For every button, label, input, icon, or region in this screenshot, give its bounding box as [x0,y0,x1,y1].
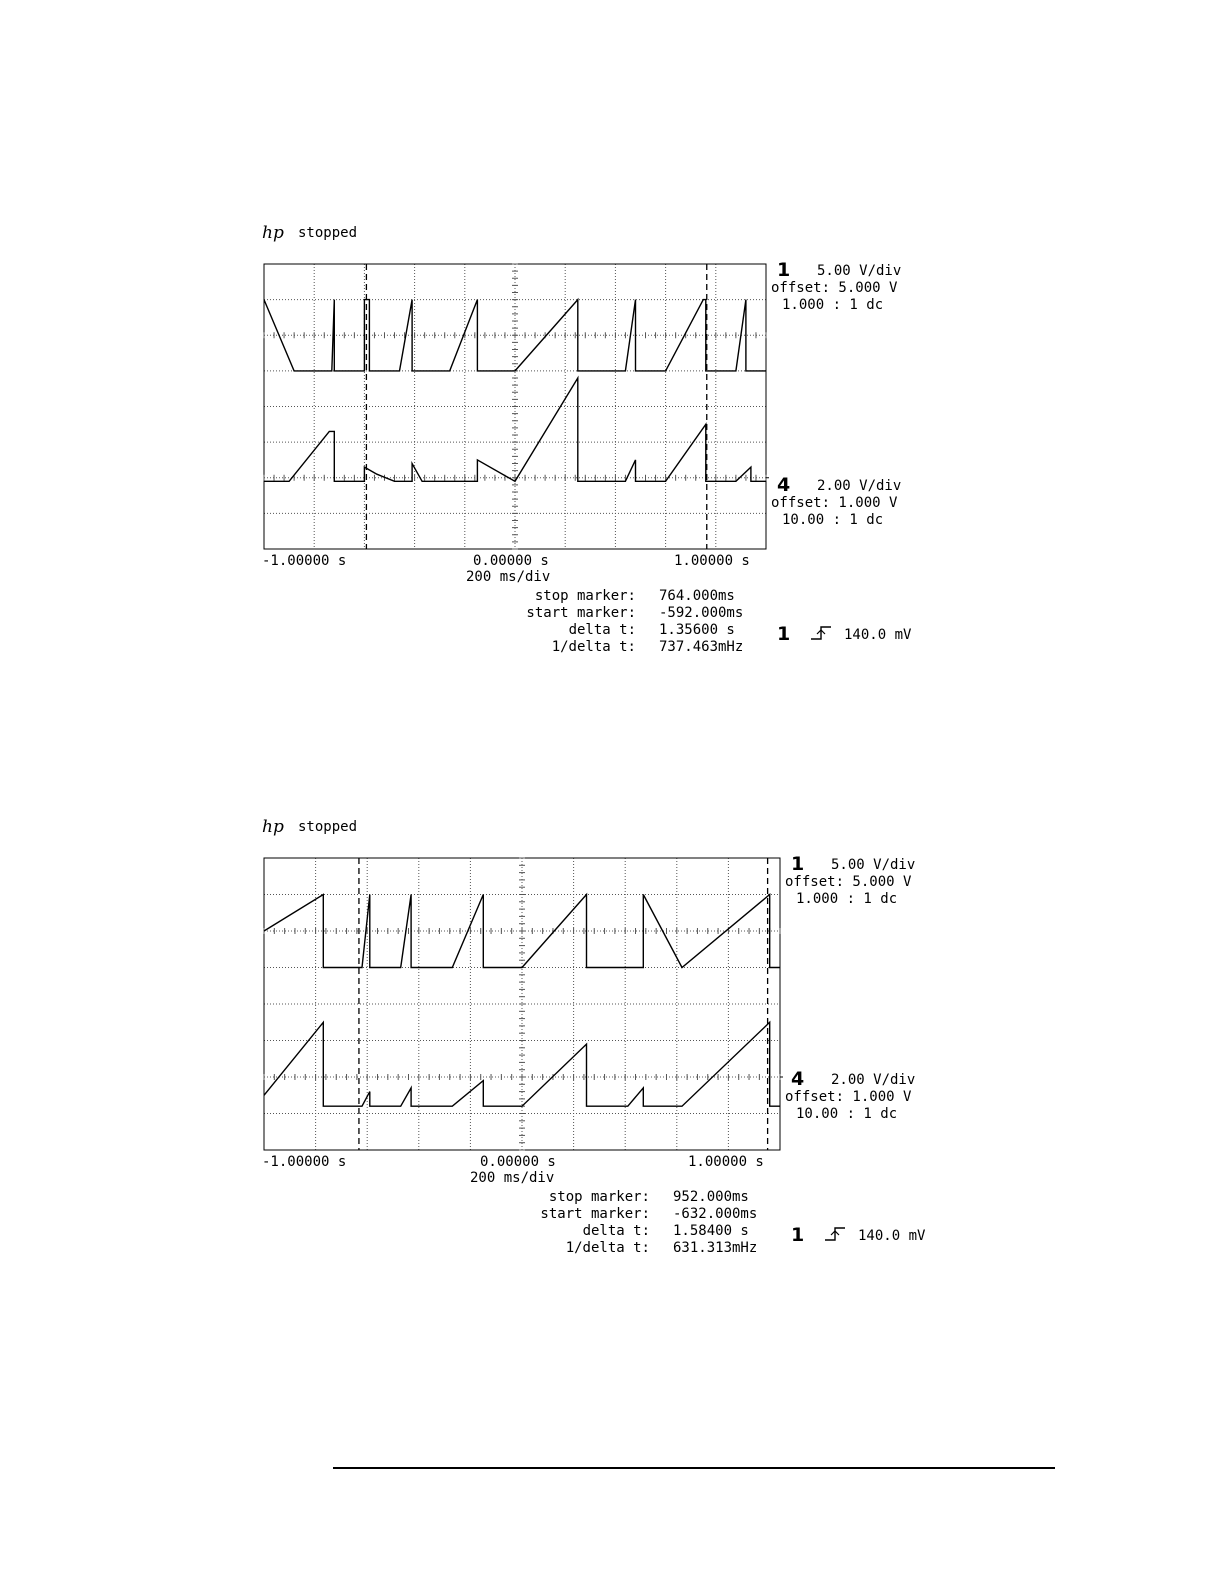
ch4-probe: 10.00 : 1 dc [796,1106,898,1122]
scope-screen-2 [0,594,1224,1294]
graticule [264,264,766,549]
measurement-label: start marker: [526,605,636,621]
measurement-label: stop marker: [534,588,636,604]
ch1-offset: offset: 5.000 V [771,280,898,296]
trigger-channel: 1 [791,1224,805,1246]
timebase-label: 200 ms/div [470,1170,555,1186]
ch1-probe: 1.000 : 1 dc [796,891,898,907]
ch1-offset: offset: 5.000 V [785,874,912,890]
ch1-scale: 5.00 V/div [817,263,902,279]
measurement-label: start marker: [540,1206,650,1222]
ch1-probe: 1.000 : 1 dc [782,297,884,313]
measurement-value: -592.000ms [659,605,744,621]
measurement-value: 952.000ms [673,1189,749,1205]
ch1-scale: 5.00 V/div [831,857,916,873]
ch4-offset: offset: 1.000 V [785,1089,912,1105]
measurement-label: 1/delta t: [565,1240,650,1256]
measurement-label: stop marker: [548,1189,650,1205]
measurement-value: 737.463mHz [659,639,744,655]
ch4-scale: 2.00 V/div [817,478,902,494]
hp-logo: hp [262,817,284,837]
measurement-value: 1.35600 s [659,622,735,638]
scope-capture-2 [0,594,1224,1298]
trace-ch4 [264,1022,780,1106]
measurement-value: 1.58400 s [673,1223,749,1239]
hp-logo: hp [262,223,284,243]
x-tick-label: 0.00000 s [480,1154,556,1170]
ch4-number: 4 [777,474,791,496]
x-tick-label: -1.00000 s [262,1154,347,1170]
x-tick-label: 0.00000 s [473,553,549,569]
ch1-number: 1 [791,853,805,875]
trigger-edge-icon [825,1228,845,1240]
measurement-value: 631.313mHz [673,1240,758,1256]
x-tick-label: 1.00000 s [674,553,750,569]
ch4-probe: 10.00 : 1 dc [782,512,884,528]
trigger-level: 140.0 mV [844,627,912,643]
ch4-offset: offset: 1.000 V [771,495,898,511]
ch4-scale: 2.00 V/div [831,1072,916,1088]
trigger-channel: 1 [777,623,791,645]
measurement-label: 1/delta t: [551,639,636,655]
measurement-label: delta t: [568,622,636,638]
ch1-number: 1 [777,259,791,281]
measurement-label: delta t: [582,1223,650,1239]
status-text: stopped [298,819,358,835]
footer-rule [333,1467,1055,1469]
measurement-value: -632.000ms [673,1206,758,1222]
x-tick-label: 1.00000 s [688,1154,764,1170]
timebase-label: 200 ms/div [466,569,551,585]
x-tick-label: -1.00000 s [262,553,347,569]
measurement-value: 764.000ms [659,588,735,604]
trigger-level: 140.0 mV [858,1228,926,1244]
status-text: stopped [298,225,358,241]
ch4-number: 4 [791,1068,805,1090]
